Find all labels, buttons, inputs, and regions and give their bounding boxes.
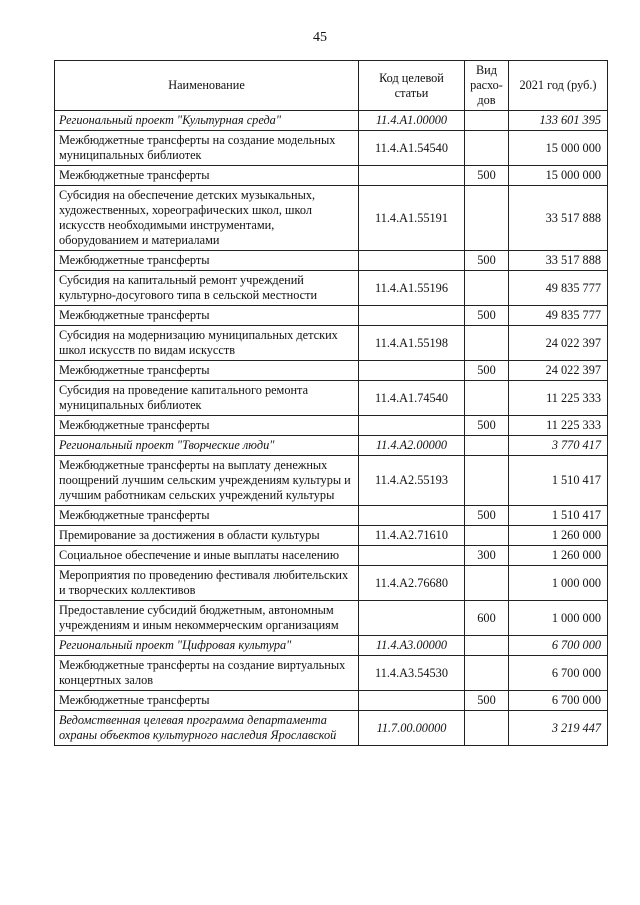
row-amount-cell: 49 835 777 xyxy=(509,306,608,326)
row-name-cell: Межбюджетные трансферты на создание модельных муниципальных библиотек xyxy=(55,131,359,166)
row-type-cell: 500 xyxy=(465,506,509,526)
row-type-cell xyxy=(465,326,509,361)
row-type-cell xyxy=(465,566,509,601)
row-amount-cell: 3 219 447 xyxy=(509,711,608,746)
table-row xyxy=(55,186,608,251)
row-type-cell: 500 xyxy=(465,361,509,381)
row-code-cell xyxy=(359,546,465,566)
row-amount-cell: 1 510 417 xyxy=(509,506,608,526)
row-code-cell xyxy=(359,416,465,436)
row-type-cell xyxy=(465,271,509,306)
row-amount-cell: 3 770 417 xyxy=(509,436,608,456)
row-name-cell: Региональный проект "Культурная среда" xyxy=(55,111,359,131)
row-amount-cell: 15 000 000 xyxy=(509,166,608,186)
table-row xyxy=(55,656,608,691)
table-row xyxy=(55,381,608,416)
table-row xyxy=(55,166,608,186)
row-name-cell: Мероприятия по проведению фестиваля любительских и творческих коллективов xyxy=(55,566,359,601)
row-code-cell: 11.4.A3.54530 xyxy=(359,656,465,691)
row-type-cell xyxy=(465,636,509,656)
row-amount-cell: 6 700 000 xyxy=(509,656,608,691)
row-type-cell xyxy=(465,111,509,131)
row-name-cell: Межбюджетные трансферты на создание виртуальных концертных залов xyxy=(55,656,359,691)
row-name-cell: Региональный проект "Цифровая культура" xyxy=(55,636,359,656)
row-type-cell xyxy=(465,456,509,506)
row-code-cell: 11.4.A2.55193 xyxy=(359,456,465,506)
row-type-cell: 600 xyxy=(465,601,509,636)
row-name-cell: Субсидия на модернизацию муниципальных детских школ искусств по видам искусств xyxy=(55,326,359,361)
header-code: Код целевой статьи xyxy=(359,61,465,111)
row-code-cell: 11.4.A2.71610 xyxy=(359,526,465,546)
row-type-cell xyxy=(465,186,509,251)
row-code-cell xyxy=(359,251,465,271)
table-row xyxy=(55,111,608,131)
row-name-cell: Премирование за достижения в области культуры xyxy=(55,526,359,546)
row-code-cell: 11.4.A1.55191 xyxy=(359,186,465,251)
row-type-cell: 500 xyxy=(465,251,509,271)
row-code-cell: 11.4.A3.00000 xyxy=(359,636,465,656)
row-code-cell: 11.4.A1.55196 xyxy=(359,271,465,306)
table-row xyxy=(55,131,608,166)
row-name-cell: Социальное обеспечение и иные выплаты населению xyxy=(55,546,359,566)
row-code-cell: 11.4.A1.55198 xyxy=(359,326,465,361)
row-code-cell: 11.4.A2.00000 xyxy=(359,436,465,456)
row-code-cell xyxy=(359,506,465,526)
row-name-cell: Межбюджетные трансферты xyxy=(55,506,359,526)
row-amount-cell: 1 260 000 xyxy=(509,546,608,566)
table-row xyxy=(55,326,608,361)
row-type-cell: 500 xyxy=(465,416,509,436)
row-type-cell: 500 xyxy=(465,306,509,326)
row-type-cell: 500 xyxy=(465,691,509,711)
table-row xyxy=(55,251,608,271)
row-name-cell: Региональный проект "Творческие люди" xyxy=(55,436,359,456)
row-amount-cell: 33 517 888 xyxy=(509,186,608,251)
row-amount-cell: 11 225 333 xyxy=(509,416,608,436)
row-name-cell: Межбюджетные трансферты xyxy=(55,251,359,271)
row-amount-cell: 15 000 000 xyxy=(509,131,608,166)
row-code-cell: 11.7.00.00000 xyxy=(359,711,465,746)
table-row xyxy=(55,601,608,636)
row-type-cell xyxy=(465,656,509,691)
budget-table xyxy=(54,60,608,746)
row-amount-cell: 24 022 397 xyxy=(509,361,608,381)
row-name-cell: Предоставление субсидий бюджетным, автономным учреждениям и иным некоммерческим организациям xyxy=(55,601,359,636)
table-row xyxy=(55,526,608,546)
table-row xyxy=(55,361,608,381)
row-code-cell: 11.4.A1.74540 xyxy=(359,381,465,416)
table-row xyxy=(55,506,608,526)
row-code-cell xyxy=(359,166,465,186)
row-type-cell: 500 xyxy=(465,166,509,186)
row-name-cell: Ведомственная целевая программа департамента охраны объектов культурного наследия Ярославской xyxy=(55,711,359,746)
header-type: Вид расхо-дов xyxy=(465,61,509,111)
row-amount-cell: 11 225 333 xyxy=(509,381,608,416)
page-number: 45 xyxy=(313,30,327,45)
row-type-cell: 300 xyxy=(465,546,509,566)
table-row xyxy=(55,691,608,711)
row-name-cell: Межбюджетные трансферты xyxy=(55,166,359,186)
row-type-cell xyxy=(465,526,509,546)
row-amount-cell: 33 517 888 xyxy=(509,251,608,271)
table-row xyxy=(55,271,608,306)
table-body xyxy=(55,111,608,746)
row-amount-cell: 1 000 000 xyxy=(509,601,608,636)
row-code-cell: 11.4.A2.76680 xyxy=(359,566,465,601)
row-name-cell: Межбюджетные трансферты xyxy=(55,691,359,711)
row-amount-cell: 24 022 397 xyxy=(509,326,608,361)
row-type-cell xyxy=(465,711,509,746)
row-code-cell: 11.4.A1.54540 xyxy=(359,131,465,166)
table-header-row xyxy=(55,61,608,111)
table-row xyxy=(55,416,608,436)
table-row xyxy=(55,436,608,456)
table-row xyxy=(55,566,608,601)
table-row xyxy=(55,546,608,566)
row-type-cell xyxy=(465,436,509,456)
row-name-cell: Субсидия на проведение капитального ремонта муниципальных библиотек xyxy=(55,381,359,416)
row-type-cell xyxy=(465,131,509,166)
row-name-cell: Субсидия на обеспечение детских музыкальных, художественных, хореографических школ, школ искусств необходимыми инструментами, оборудованием и материалами xyxy=(55,186,359,251)
row-amount-cell: 1 000 000 xyxy=(509,566,608,601)
row-name-cell: Межбюджетные трансферты xyxy=(55,416,359,436)
table-row xyxy=(55,306,608,326)
row-amount-cell: 133 601 395 xyxy=(509,111,608,131)
row-name-cell: Субсидия на капитальный ремонт учреждений культурно-досугового типа в сельской местности xyxy=(55,271,359,306)
row-amount-cell: 6 700 000 xyxy=(509,636,608,656)
header-name: Наименование xyxy=(55,61,359,111)
row-amount-cell: 6 700 000 xyxy=(509,691,608,711)
row-amount-cell: 1 510 417 xyxy=(509,456,608,506)
row-code-cell xyxy=(359,361,465,381)
row-name-cell: Межбюджетные трансферты xyxy=(55,361,359,381)
row-name-cell: Межбюджетные трансферты xyxy=(55,306,359,326)
row-amount-cell: 1 260 000 xyxy=(509,526,608,546)
row-code-cell xyxy=(359,306,465,326)
row-amount-cell: 49 835 777 xyxy=(509,271,608,306)
row-code-cell xyxy=(359,601,465,636)
table-row xyxy=(55,456,608,506)
row-name-cell: Межбюджетные трансферты на выплату денежных поощрений лучшим сельским учреждениям культуры и лучшим работникам сельских учреждений культуры xyxy=(55,456,359,506)
row-type-cell xyxy=(465,381,509,416)
row-code-cell: 11.4.A1.00000 xyxy=(359,111,465,131)
table-row xyxy=(55,711,608,746)
table-row xyxy=(55,636,608,656)
header-amount: 2021 год (руб.) xyxy=(509,61,608,111)
row-code-cell xyxy=(359,691,465,711)
